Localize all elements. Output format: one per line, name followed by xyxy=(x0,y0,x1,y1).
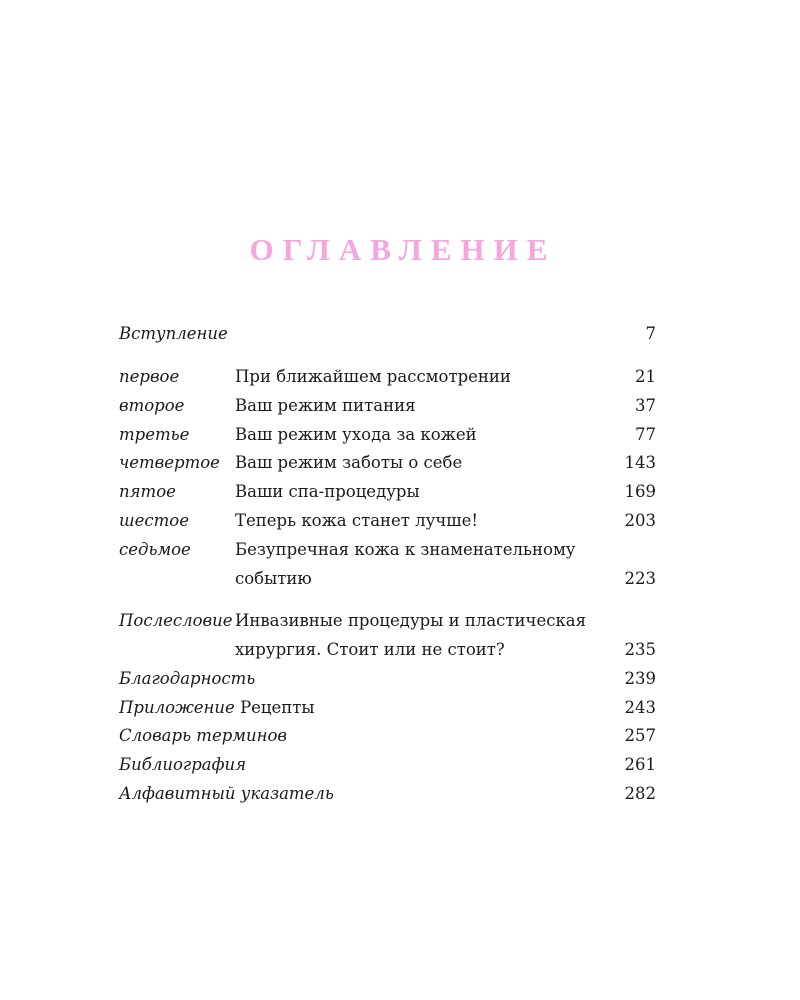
toc-entry-chapter-7 xyxy=(0,535,800,564)
toc-entry-page: 223 xyxy=(624,569,656,588)
toc-entry-title: Теперь кожа станет лучше! xyxy=(235,511,479,530)
toc-entry-introduction xyxy=(0,319,800,348)
toc-entry-label: Словарь терминов xyxy=(119,726,287,745)
toc-entry-label: Библиография xyxy=(119,755,247,774)
toc-entry-chapter-6 xyxy=(0,506,800,535)
toc-entry-title: Ваш режим ухода за кожей xyxy=(235,425,477,444)
toc-entry-chapter-1 xyxy=(0,362,800,391)
toc-entry-appendix xyxy=(0,693,800,722)
toc-entry-page: 239 xyxy=(624,669,656,688)
toc-entry-bibliography xyxy=(0,750,800,779)
toc-entry-label-italic: Приложение xyxy=(119,698,235,717)
toc-entry-label: Алфавитный указатель xyxy=(119,784,334,803)
toc-entry-label xyxy=(119,693,315,722)
toc-entry-page: 21 xyxy=(635,367,656,386)
toc-entry-chapter-5 xyxy=(0,477,800,506)
toc-entry-title: Ваш режим заботы о себе xyxy=(235,453,463,472)
toc-entry-page: 243 xyxy=(624,698,656,717)
toc-entry-label: шестое xyxy=(119,511,189,530)
toc-entry-page: 261 xyxy=(624,755,656,774)
toc-entry-page: 77 xyxy=(635,425,656,444)
toc-entry-page: 282 xyxy=(624,784,656,803)
toc-entry-chapter-2 xyxy=(0,391,800,420)
toc-entry-chapter-4 xyxy=(0,448,800,477)
toc-entry-title: Безупречная кожа к знаменательному xyxy=(235,540,576,559)
toc-entry-title: При ближайшем рассмотрении xyxy=(235,367,511,386)
toc-entry-page: 203 xyxy=(624,511,656,530)
toc-entry-title: Ваши спа-процедуры xyxy=(235,482,420,501)
toc-entry-afterword xyxy=(0,606,800,635)
toc-entry-page: 7 xyxy=(645,324,656,343)
page-title: ОГЛАВЛЕНИЕ xyxy=(249,232,557,267)
toc-entry-page: 143 xyxy=(624,453,656,472)
toc-entry-label: Вступление xyxy=(119,324,228,343)
toc-entry-title: Рецепты xyxy=(240,698,315,717)
toc-entry-label: Благодарность xyxy=(119,669,256,688)
toc-entry-page: 37 xyxy=(635,396,656,415)
toc-entry-chapter-7-continued xyxy=(0,564,800,593)
toc-entry-page: 169 xyxy=(624,482,656,501)
toc-entry-afterword-continued xyxy=(0,635,800,664)
toc-entry-title: хирургия. Стоит или не стоит? xyxy=(235,640,505,659)
toc-entry-title: событию xyxy=(235,569,312,588)
toc-entry-label: седьмое xyxy=(119,540,191,559)
toc-entry-label: второе xyxy=(119,396,185,415)
toc-entry-title: Инвазивные процедуры и пластическая xyxy=(235,611,587,630)
toc-entry-glossary xyxy=(0,721,800,750)
toc-entry-title: Ваш режим питания xyxy=(235,396,416,415)
toc-entry-page: 257 xyxy=(624,726,656,745)
toc-entry-acknowledgements xyxy=(0,664,800,693)
toc-entry-index xyxy=(0,779,800,808)
toc-entry-label: четвертое xyxy=(119,453,220,472)
toc-entry-page: 235 xyxy=(624,640,656,659)
toc-entry-label: Послесловие xyxy=(119,611,233,630)
toc-entry-label: первое xyxy=(119,367,180,386)
toc-entry-chapter-3 xyxy=(0,420,800,449)
toc-entry-label: пятое xyxy=(119,482,176,501)
toc-entry-label: третье xyxy=(119,425,190,444)
